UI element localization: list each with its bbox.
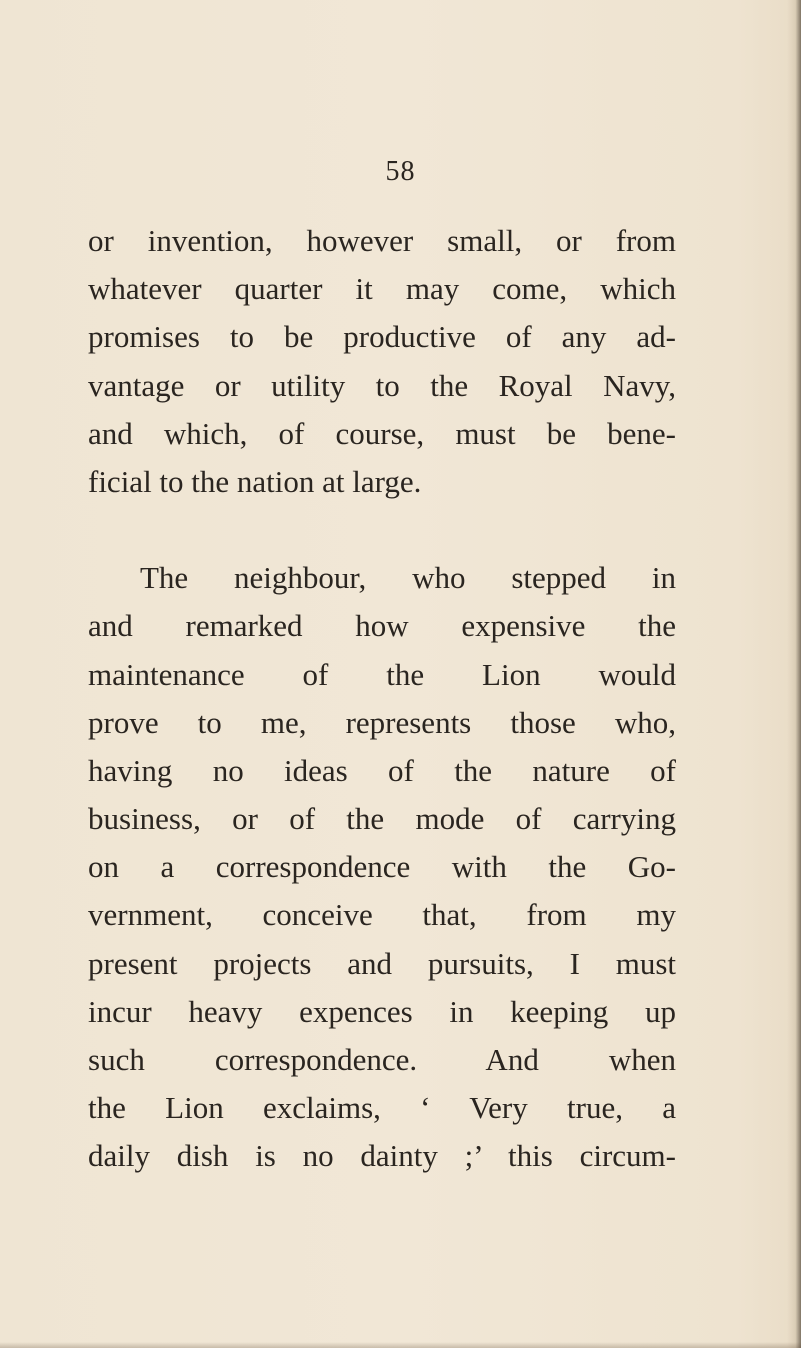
text-line: on a correspondence with the Go- [88,849,676,885]
text-line: business, or of the mode of carrying [88,801,676,837]
text-line: promises to be productive of any ad- [88,319,676,355]
text-line: or invention, however small, or from [88,223,676,258]
text-line: and remarked how expensive the [88,608,676,644]
text-line: The neighbour, who stepped in [140,560,676,596]
text-line: present projects and pursuits, I must [88,945,676,981]
paragraph-1 [88,217,676,506]
text-line: daily dish is no dainty ;’ this circum- [88,1138,676,1174]
text-line: maintenance of the Lion would [88,656,676,692]
text-line: whatever quarter it may come, which [88,271,676,307]
text-line: prove to me, represents those who, [88,704,676,740]
paragraph-2 [88,554,676,1180]
text-line: and which, of course, must be bene- [88,415,676,451]
page-number: 58 [385,156,416,187]
text-line: vantage or utility to the Royal Navy, [88,367,676,403]
text-line: incur heavy expences in keeping up [88,993,676,1029]
body-text [88,217,676,1181]
text-line: ficial to the nation at large. [88,463,422,499]
page-bottom-shadow [0,1342,801,1348]
text-line: vernment, conceive that, from my [88,897,676,933]
paragraph-spacer [88,506,676,554]
text-line: the Lion exclaims, ‘ Very true, a [88,1090,676,1126]
text-line: such correspondence. And when [88,1042,676,1077]
page-edge-shadow [787,0,801,1348]
text-line: having no ideas of the nature of [88,752,676,788]
